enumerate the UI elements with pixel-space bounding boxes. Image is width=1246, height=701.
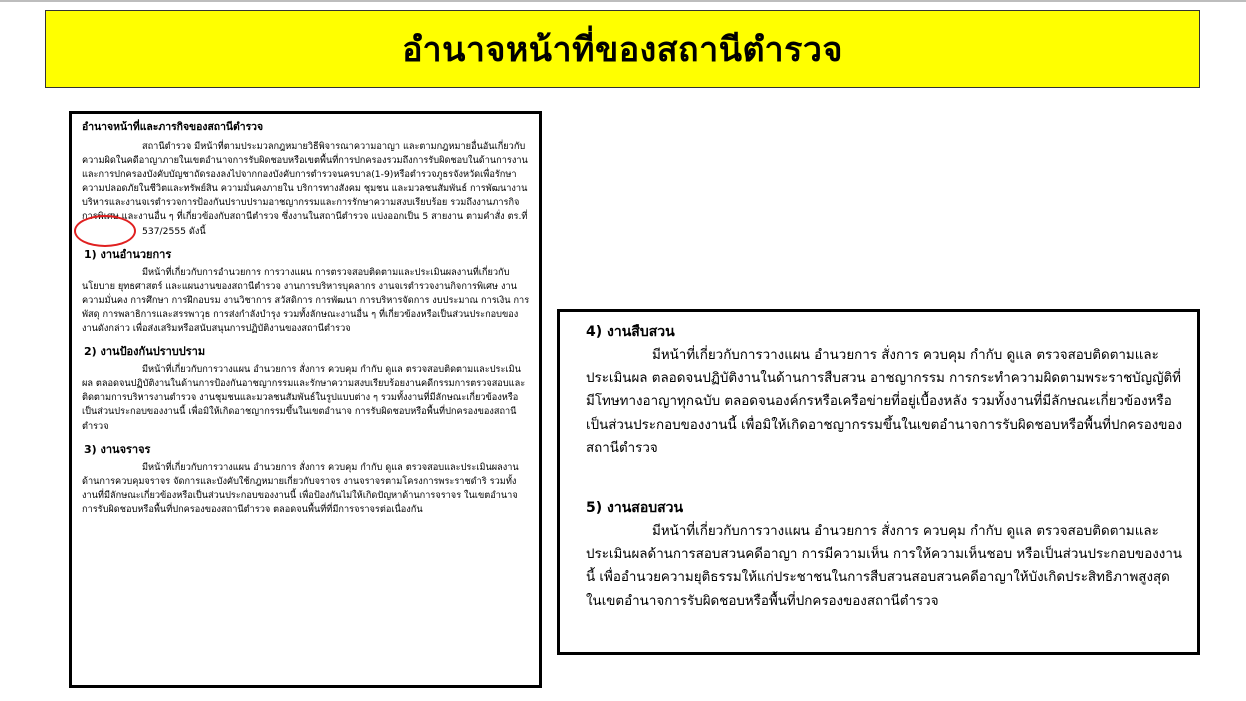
- page-title: อำนาจหน้าที่ของสถานีตำรวจ: [402, 30, 843, 70]
- section-heading: 2) งานป้องกันปราบปราม: [84, 345, 206, 359]
- order-number-highlight: [82, 225, 186, 239]
- section-body: มีหน้าที่เกี่ยวกับการวางแผน อำนวยการ สั่งการ ควบคุม กำกับ ดูแล ตรวจสอบติดตามและประเมินผล ตลอดจนปฏิบัติงานในด้านการป้องกันอาชญากรรมและรักษาความสงบเรียบร้อยงานคดีกรรมการตรวจสอบและติดตามการบริหารงานตำรวจ งานชุมชนและมวลชนสัมพันธ์ในรูปแบบต่าง ๆ รวมทั้งงานที่มีลักษณะเกี่ยวข้องหรือเป็นส่วนประกอบของงานนี้ เพื่อมิให้เกิดอาชญากรรมขึ้นในเขตอำนาจ การรับผิดชอบหรือพื้นที่ปกครองของสถานีตำรวจ: [82, 364, 526, 432]
- section-body: มีหน้าที่เกี่ยวกับการวางแผน อำนวยการ สั่งการ ควบคุม กำกับ ดูแล ตรวจสอบติดตามและประเมินผลด้านการสอบสวนคดีอาญา การมีความเห็น การให้ความเห็นชอบ หรือเป็นส่วนประกอบของงานนี้ เพื่ออำนวยความยุติธรรมให้แก่ประชาชนในการสืบสวนสอบสวนคดีอาญาให้บังเกิดประสิทธิภาพสูงสุดในเขตอำนาจการรับผิดชอบหรือพื้นที่ปกครองของสถานีตำรวจ: [586, 524, 1182, 609]
- section-heading: 4) งานสืบสวน: [586, 324, 675, 340]
- intro-text-end: ดังนี้: [186, 225, 206, 237]
- order-number: 537/2555: [142, 225, 187, 237]
- title-banner: [45, 10, 1200, 88]
- document-heading: อำนาจหน้าที่และภารกิจของสถานีตำรวจ: [82, 121, 264, 133]
- section-body: มีหน้าที่เกี่ยวกับการอำนวยการ การวางแผน การตรวจสอบติดตามและประเมินผลงานที่เกี่ยวกับนโยบาย ยุทธศาสตร์ และแผนงานของสถานีตำรวจ งานการบริหารบุคลากร งานจเรตำรวจงานกิจการพิเศษ งานความมั่นคง การศึกษา การฝึกอบรม งานวิชาการ สวัสดิการ การพัฒนา การบริหารจัดการ งบประมาณ การเงิน การพัสดุ การพลาธิการและสรรพาวุธ การส่งกำลังบำรุง รวมทั้งลักษณะงานอื่น ๆ ที่เกี่ยวข้องหรือเป็นส่วนประกอบของงานดังกล่าว เพื่อส่งเสริมหรือสนับสนุนการปฏิบัติงานของสถานีตำรวจ: [82, 266, 530, 335]
- scanned-document-left: [69, 111, 542, 688]
- intro-text: สถานีตำรวจ มีหน้าที่ตามประมวลกฎหมายวิธีพิจารณาความอาญา และตามกฎหมายอื่นอันเกี่ยวกับความผิดในคดีอาญาภายในเขตอำนาจการรับผิดชอบหรือเขตพื้นที่การปกครองรวมถึงการรับผิดชอบในด้านการงานและการปกครองบังคับบัญชาถัดรองลงไปจากกองบังคับการตำรวจนครบาล(1-9)หรือตำรวจภูธรจังหวัดเพื่อรักษาความปลอดภัยในชีวิตและทรัพย์สิน ความมั่นคงภายใน บริการทางสังคม ชุมชน และมวลชนสัมพันธ์ การพัฒนางานบริหารและงานจเรตำรวจการป้องกันปราบปรามอาชญากรรมและการรักษาความสงบเรียบร้อย รวมถึงงานภารกิจการพิเศษ และงานอื่น ๆ ที่เกี่ยวข้องกับสถานีตำรวจ ซึ่งงานในสถานีตำรวจ แบ่งออกเป็น 5 สายงาน ตามคำสั่ง ตร.ที่: [82, 141, 528, 223]
- top-divider: [0, 0, 1246, 2]
- section-body: มีหน้าที่เกี่ยวกับการวางแผน อำนวยการ สั่งการ ควบคุม กำกับ ดูแล ตรวจสอบและประเมินผลงานด้านการควบคุมจราจร จัดการและบังคับใช้กฎหมายเกี่ยวกับจราจร งานจราจรตามโครงการพระราชดำริ รวมทั้งงานที่มีลักษณะเกี่ยวข้องหรือเป็นส่วนประกอบของงานนี้ เพื่อป้องกันไม่ให้เกิดปัญหาด้านการจราจร ในเขตอำนาจการรับผิดชอบหรือพื้นที่ปกครองของสถานีตำรวจ ตลอดจนพื้นที่ที่มีการจราจรต่อเนื่องกัน: [82, 461, 519, 515]
- red-circle-annotation: [74, 215, 136, 247]
- section-heading: 3) งานจราจร: [84, 442, 151, 456]
- intro-paragraph: [82, 140, 531, 239]
- section-heading: 1) งานอำนวยการ: [84, 247, 172, 261]
- section-body: มีหน้าที่เกี่ยวกับการวางแผน อำนวยการ สั่งการ ควบคุม กำกับ ดูแล ตรวจสอบติดตามและประเมินผล ตลอดจนปฏิบัติงานในด้านการสืบสวน อาชญากรรม การกระทำความผิดตามพระราชบัญญัติที่มีโทษทางอาญาทุกฉบับ ตลอดจนองค์กรหรือเครือข่ายที่อยู่เบื้องหลัง รวมทั้งงานที่มีลักษณะเกี่ยวข้องหรือเป็นส่วนประกอบของงานนี้ เพื่อมิให้เกิดอาชญากรรมขึ้นในเขตอำนาจการรับผิดชอบหรือพื้นที่ปกครองของสถานีตำรวจ: [586, 348, 1183, 456]
- scanned-document-right: [557, 309, 1200, 655]
- section-heading: 5) งานสอบสวน: [586, 500, 684, 517]
